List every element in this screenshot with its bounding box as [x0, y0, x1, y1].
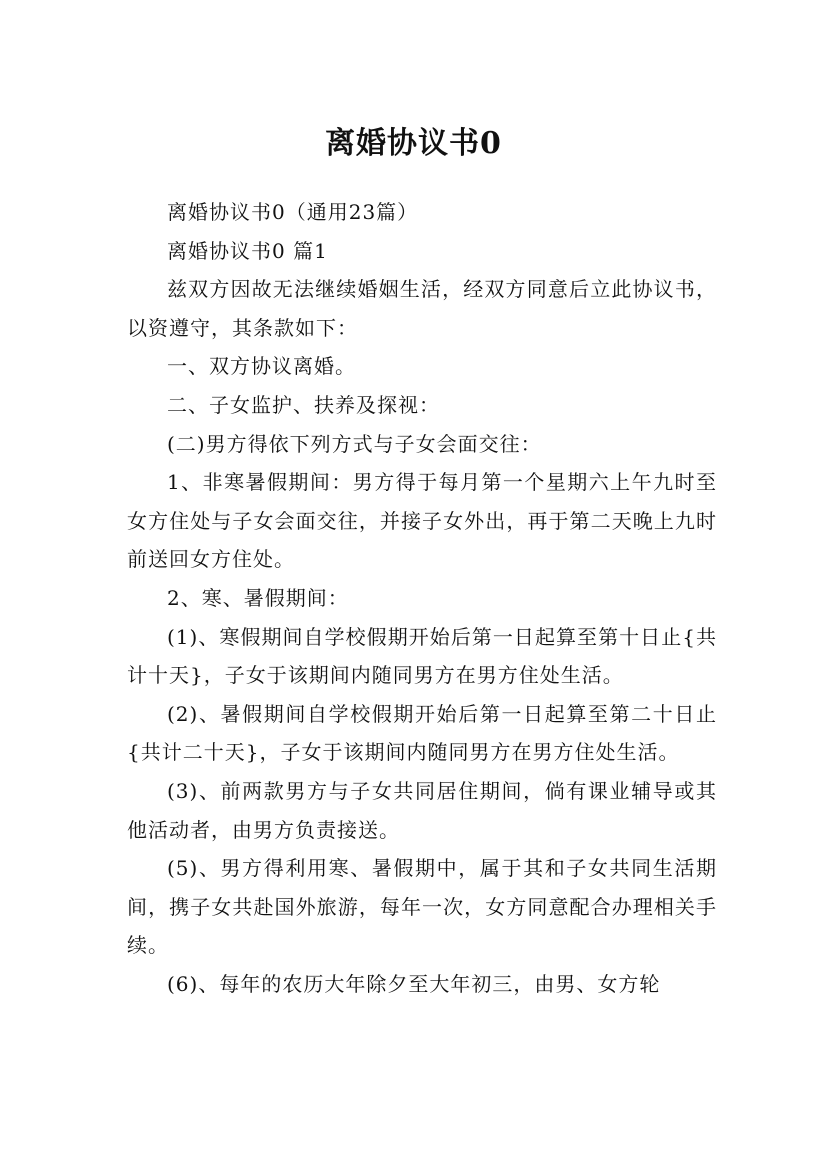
paragraph: (6)、每年的农历大年除夕至大年初三，由男、女方轮: [167, 971, 661, 996]
document-body: [127, 193, 717, 1003]
paragraph: (5)、男方得利用寒、暑假期中，属于其和子女共同生活期间，携子女共赴国外旅游，每年一次，女方同意配合办理相关手续。: [127, 856, 717, 958]
paragraph: 兹双方因故无法继续婚姻生活，经双方同意后立此协议书，以资遵守，其条款如下：: [127, 277, 717, 340]
document-title: 离婚协议书0: [325, 126, 502, 162]
paragraph: (3)、前两款男方与子女共同居住期间，倘有课业辅导或其他活动者，由男方负责接送。: [127, 778, 717, 842]
paragraph: 离婚协议书0（通用23篇）: [167, 200, 419, 224]
paragraph: 二、子女监护、扶养及探视：: [167, 392, 440, 417]
paragraph: (1)、寒假期间自学校假期开始后第一日起算至第十日止{共计十天}，子女于该期间内随同男方在男方住处生活。: [127, 624, 717, 688]
paragraph: (2)、暑假期间自学校假期开始后第一日起算至第二十日止{共计二十天}，子女于该期间内随同男方在男方住处生活。: [127, 701, 717, 765]
paragraph: 离婚协议书0 篇1: [167, 238, 328, 263]
paragraph: 2、寒、暑假期间：: [167, 585, 349, 610]
paragraph: (二)男方得依下列方式与子女会面交往：: [167, 431, 542, 456]
paragraph: 一、双方协议离婚。: [167, 354, 356, 379]
paragraph: 1、非寒暑假期间：男方得于每月第一个星期六上午九时至女方住处与子女会面交往，并接子女外出，再于第二天晚上九时前送回女方住处。: [127, 470, 717, 572]
